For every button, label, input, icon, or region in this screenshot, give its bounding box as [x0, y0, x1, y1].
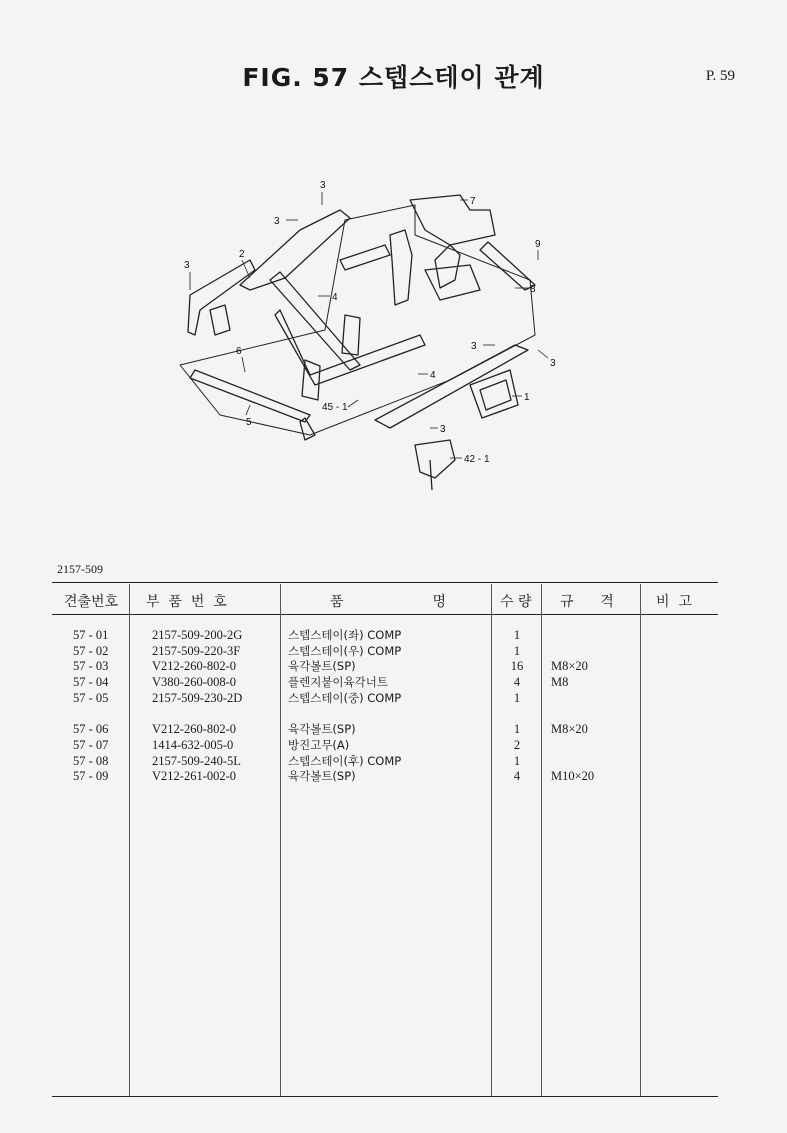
- table-top-rule: [52, 582, 718, 583]
- callout-label: 45 - 1: [322, 402, 348, 413]
- callout-label: 2: [239, 249, 245, 260]
- parts-diagram: [150, 160, 590, 510]
- table-row: [0, 722, 787, 737]
- header-part-number: 부 품 번 호: [146, 594, 227, 610]
- page-title: FIG. 57 스텝스테이 관계: [242, 63, 545, 92]
- row-no: 57 - 01: [73, 628, 109, 642]
- row-quantity: 1: [513, 691, 521, 705]
- row-part-number: V212-260-802-0: [152, 659, 237, 673]
- row-part-name: 스텝스테이(좌) COMP: [288, 628, 402, 642]
- callout-label: 3: [320, 180, 326, 191]
- header-spec: 규 격: [560, 594, 614, 610]
- table-row: [0, 659, 787, 674]
- row-part-number: 1414-632-005-0: [152, 738, 234, 752]
- row-part-name: 플렌지붙이육각너트: [288, 675, 388, 689]
- callout-label: 4: [332, 292, 338, 303]
- row-part-name: 육각볼트(SP): [288, 659, 356, 673]
- row-part-name: 육각볼트(SP): [288, 722, 356, 736]
- row-part-name: 육각볼트(SP): [288, 769, 356, 783]
- callout-label: 9: [535, 239, 541, 250]
- callout-label: 3: [440, 424, 446, 435]
- row-no: 57 - 03: [73, 659, 109, 673]
- row-quantity: 2: [513, 738, 521, 752]
- row-part-number: 2157-509-220-3F: [152, 644, 241, 658]
- row-part-number: 2157-509-240-5L: [152, 754, 241, 768]
- row-quantity: 4: [513, 769, 521, 783]
- row-quantity: 1: [513, 722, 521, 736]
- table-row: [0, 628, 787, 643]
- header-remarks: 비 고: [656, 594, 692, 610]
- callout-label: 6: [236, 346, 242, 357]
- row-no: 57 - 05: [73, 691, 109, 705]
- row-part-number: V380-260-008-0: [152, 675, 237, 689]
- header-quantity: 수 량: [500, 594, 532, 610]
- table-row: [0, 738, 787, 753]
- table-row: [0, 675, 787, 690]
- header-part-name: 품 명: [330, 594, 447, 610]
- section-code: 2157-509: [57, 562, 103, 576]
- row-no: 57 - 07: [73, 738, 109, 752]
- row-part-name: 스텝스테이(후) COMP: [288, 754, 402, 768]
- table-row: [0, 769, 787, 784]
- table-row: [0, 691, 787, 706]
- page-number: P. 59: [705, 68, 735, 84]
- row-spec: M8×20: [551, 659, 588, 673]
- header-no: 견출번호: [64, 594, 119, 610]
- row-part-number: V212-260-802-0: [152, 722, 237, 736]
- row-spec: M10×20: [551, 769, 595, 783]
- table-header-rule: [52, 614, 718, 615]
- row-part-name: 방진고무(A): [288, 738, 350, 752]
- row-quantity: 1: [513, 754, 521, 768]
- row-part-number: 2157-509-200-2G: [152, 628, 243, 642]
- table-row: [0, 754, 787, 769]
- callout-label: 7: [470, 196, 476, 207]
- row-part-number: V212-261-002-0: [152, 769, 237, 783]
- row-part-name: 스텝스테이(우) COMP: [288, 644, 402, 658]
- callout-label: 3: [184, 260, 190, 271]
- callout-label: 3: [550, 358, 556, 369]
- callout-label: 4: [430, 370, 436, 381]
- row-quantity: 1: [513, 644, 521, 658]
- row-quantity: 1: [513, 628, 521, 642]
- row-spec: M8×20: [551, 722, 588, 736]
- row-no: 57 - 06: [73, 722, 109, 736]
- row-no: 57 - 02: [73, 644, 109, 658]
- row-no: 57 - 09: [73, 769, 109, 783]
- row-quantity: 4: [513, 675, 521, 689]
- callout-label: 3: [471, 341, 477, 352]
- callout-label: 42 - 1: [464, 454, 490, 465]
- row-no: 57 - 04: [73, 675, 109, 689]
- row-quantity: 16: [510, 659, 524, 673]
- callout-label: 5: [246, 417, 252, 428]
- row-part-name: 스텝스테이(중) COMP: [288, 691, 402, 705]
- row-no: 57 - 08: [73, 754, 109, 768]
- row-part-number: 2157-509-230-2D: [152, 691, 243, 705]
- table-bottom-rule: [52, 1096, 718, 1097]
- callout-label: 3: [274, 216, 280, 227]
- table-row: [0, 644, 787, 659]
- callout-label: 8: [530, 284, 536, 295]
- row-spec: M8: [551, 675, 569, 689]
- callout-label: 1: [524, 392, 530, 403]
